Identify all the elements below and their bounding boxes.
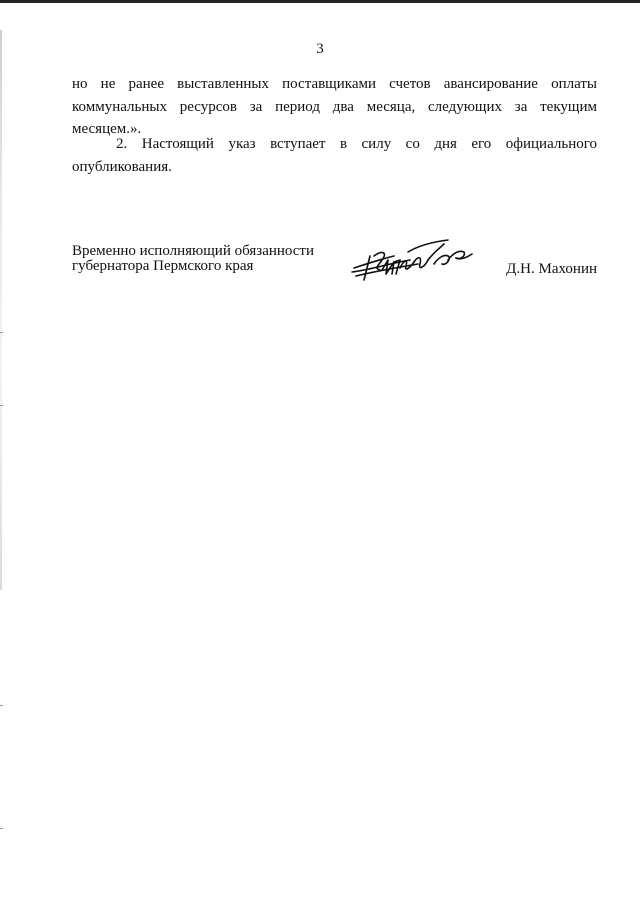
scan-left-edge [0, 30, 2, 590]
paragraph-2: 2. Настоящий указ вступает в силу со дня его официального опубликования. [72, 136, 597, 175]
signature-block [72, 244, 597, 292]
scan-mark [0, 405, 3, 406]
top-border-line [0, 0, 640, 3]
signer-title [72, 244, 314, 274]
scan-mark [0, 828, 3, 829]
signer-title-line-1: Временно исполняющий обязанности [72, 243, 315, 259]
signer-name: Д.Н. Махонин [506, 261, 597, 277]
page-number: 3 [316, 41, 324, 57]
signer-title-line-2: губернатора Пермского края [72, 258, 254, 274]
handwritten-signature [348, 238, 478, 288]
scan-mark [0, 705, 3, 706]
paragraph-continuation: но не ранее выставленных поставщиками счетов авансирование оплаты коммунальных ресурсов за период два месяца, следующих за текущим месяцем.». [72, 76, 597, 137]
scan-mark [0, 332, 3, 333]
